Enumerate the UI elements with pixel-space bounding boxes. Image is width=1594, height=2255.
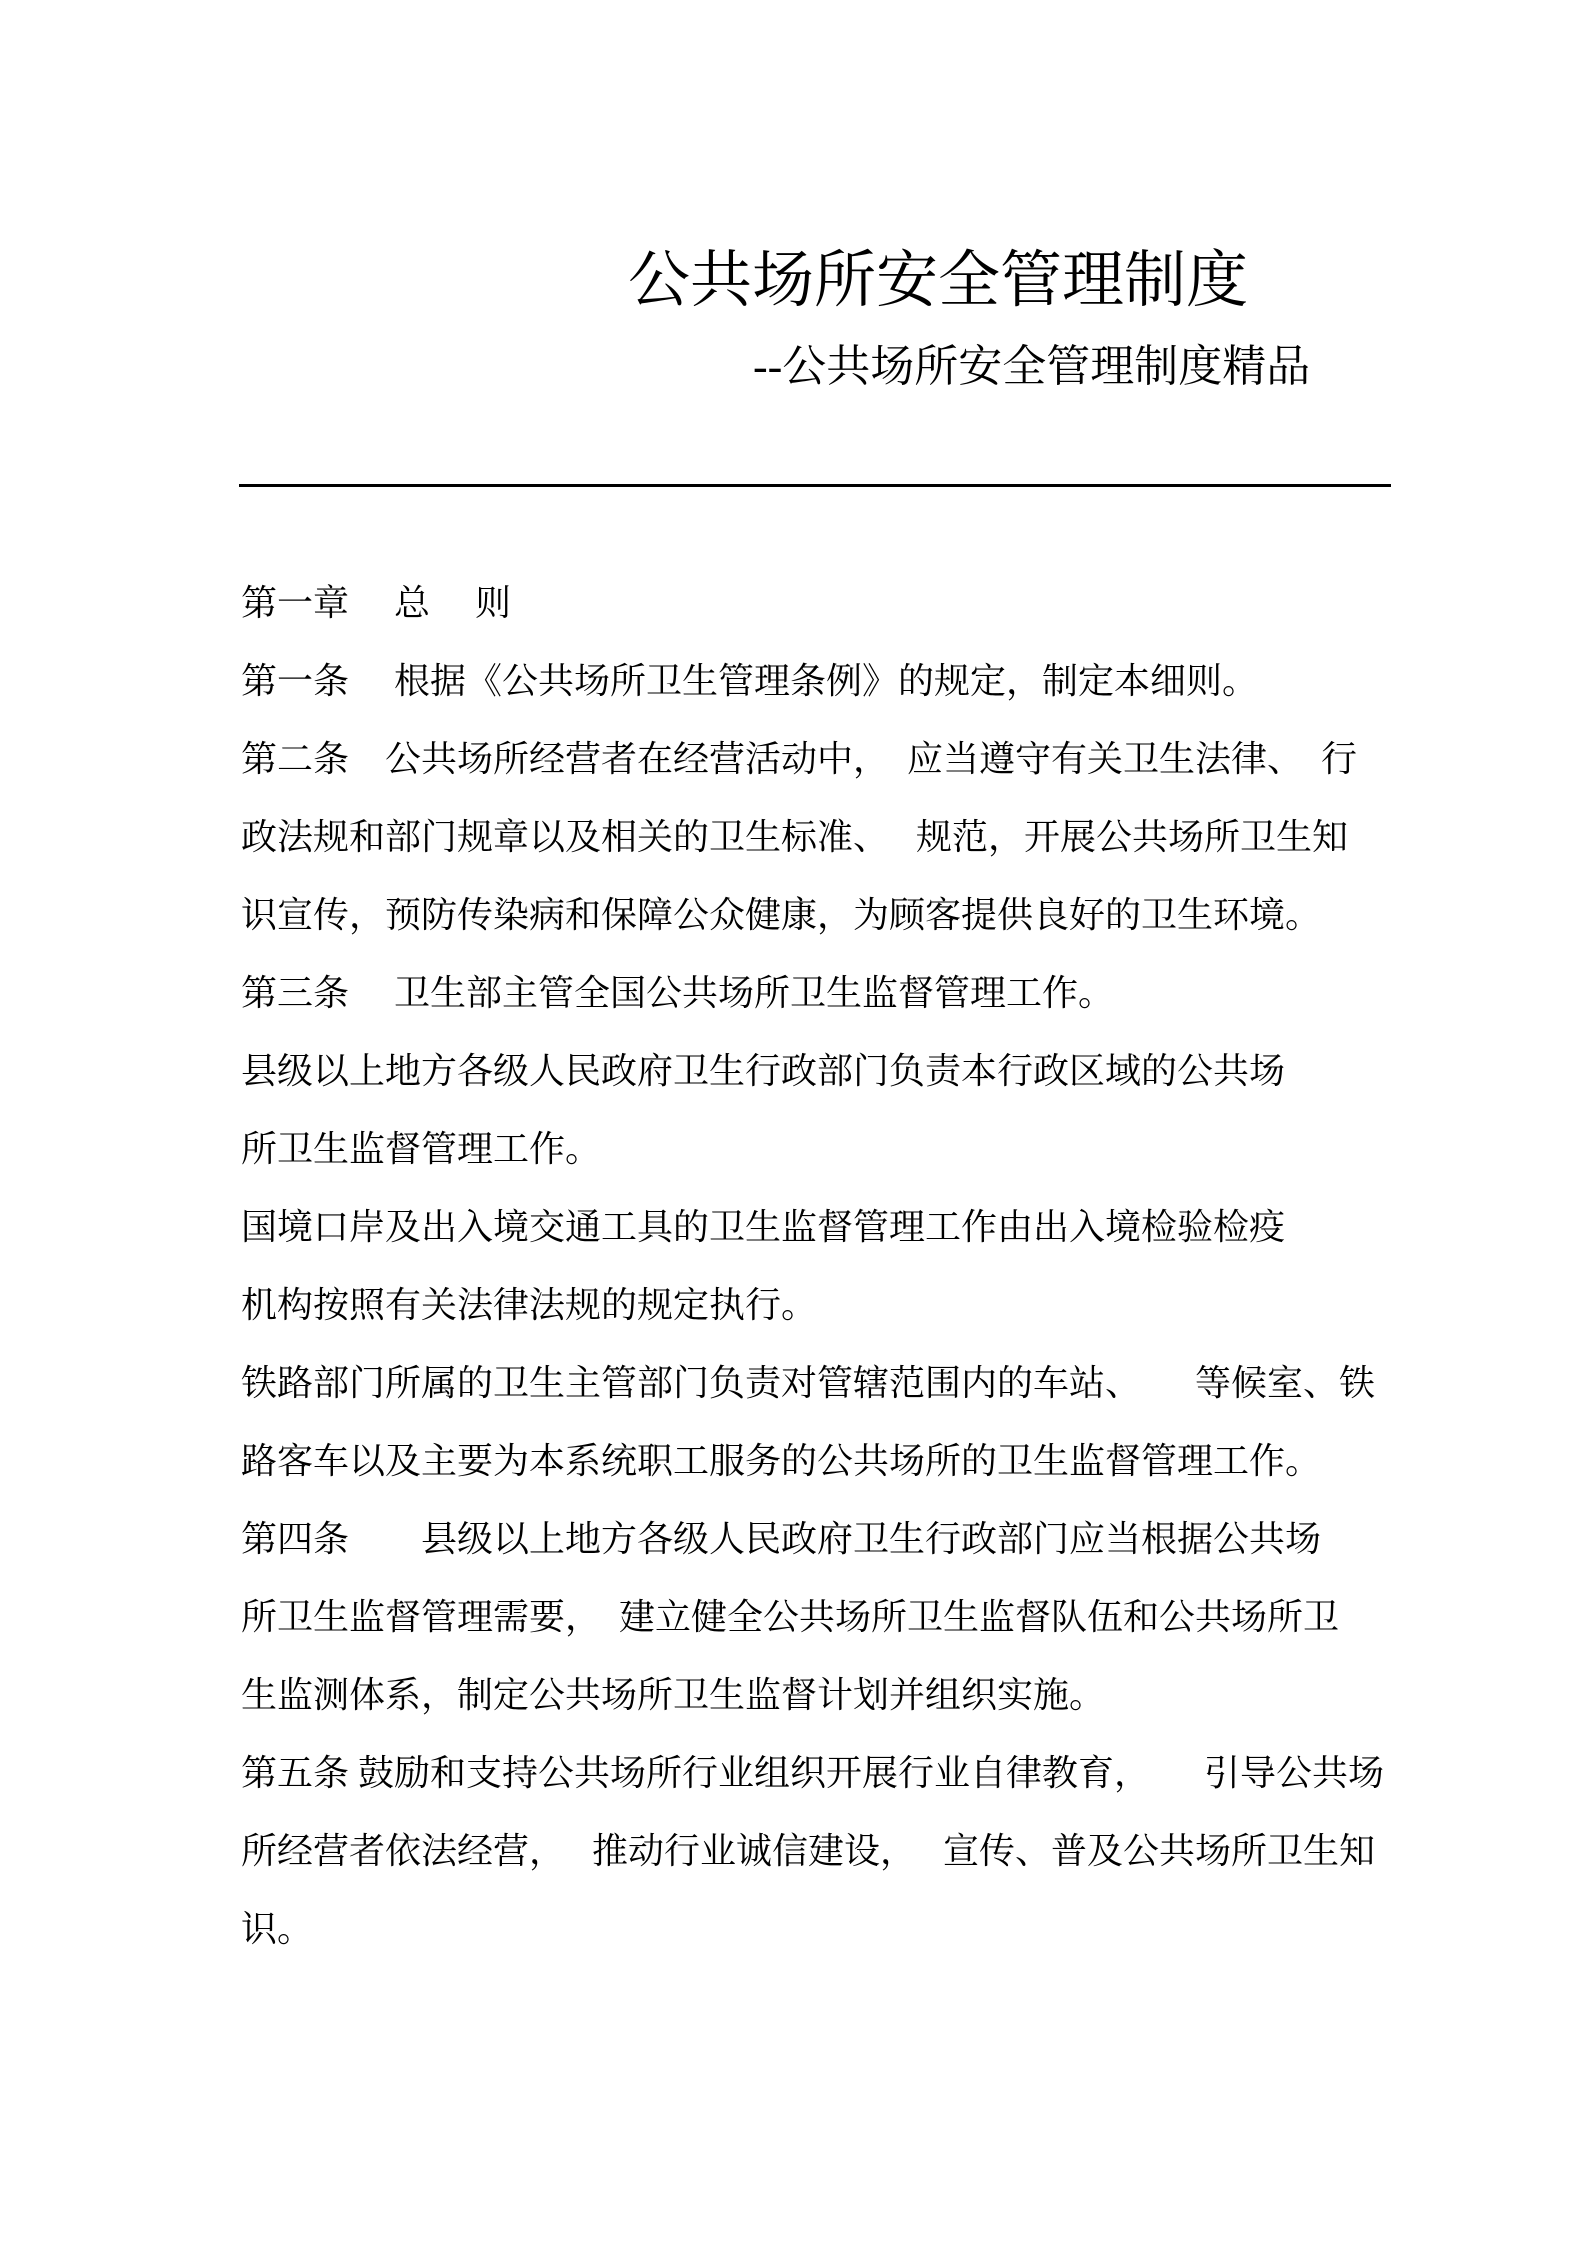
document-body (241, 564, 1451, 1968)
text-line: 第二条 公共场所经营者在经营活动中， 应当遵守有关卫生法律、 行 (241, 739, 1358, 779)
text-line: 所卫生监督管理工作。 (241, 1129, 602, 1169)
text-line: 铁路部门所属的卫生主管部门负责对管辖范围内的车站、 等候室、铁 (241, 1363, 1376, 1403)
text-line: 第三条 卫生部主管全国公共场所卫生监督管理工作。 (241, 973, 1115, 1013)
text-line: 国境口岸及出入境交通工具的卫生监督管理工作由出入境检验检疫 (241, 1207, 1286, 1247)
text-line: 识宣传，预防传染病和保障公众健康，为顾客提供良好的卫生环境。 (241, 895, 1322, 935)
document-title: 公共场所安全管理制度 (628, 247, 1249, 315)
text-line: 所卫生监督管理需要， 建立健全公共场所卫生监督队伍和公共场所卫 (241, 1597, 1340, 1637)
text-line: 政法规和部门规章以及相关的卫生标准、 规范，开展公共场所卫生知 (241, 817, 1349, 857)
chapter-heading: 第一章 总 则 (241, 583, 512, 623)
text-line: 生监测体系，制定公共场所卫生监督计划并组织实施。 (241, 1675, 1106, 1715)
text-line: 识。 (241, 1909, 314, 1949)
text-line: 第五条 鼓励和支持公共场所行业组织开展行业自律教育， 引导公共场 (241, 1753, 1385, 1793)
document-subtitle: --公共场所安全管理制度精品 (753, 342, 1311, 391)
text-line: 所经营者依法经营， 推动行业诚信建设， 宣传、普及公共场所卫生知 (241, 1831, 1376, 1871)
text-line: 机构按照有关法律法规的规定执行。 (241, 1285, 818, 1325)
text-line: 县级以上地方各级人民政府卫生行政部门负责本行政区域的公共场 (241, 1051, 1286, 1091)
text-line: 第一条 根据《公共场所卫生管理条例》的规定，制定本细则。 (241, 661, 1259, 701)
title-divider (239, 484, 1391, 487)
text-line: 路客车以及主要为本系统职工服务的公共场所的卫生监督管理工作。 (241, 1441, 1322, 1481)
text-line: 第四条 县级以上地方各级人民政府卫生行政部门应当根据公共场 (241, 1519, 1322, 1559)
